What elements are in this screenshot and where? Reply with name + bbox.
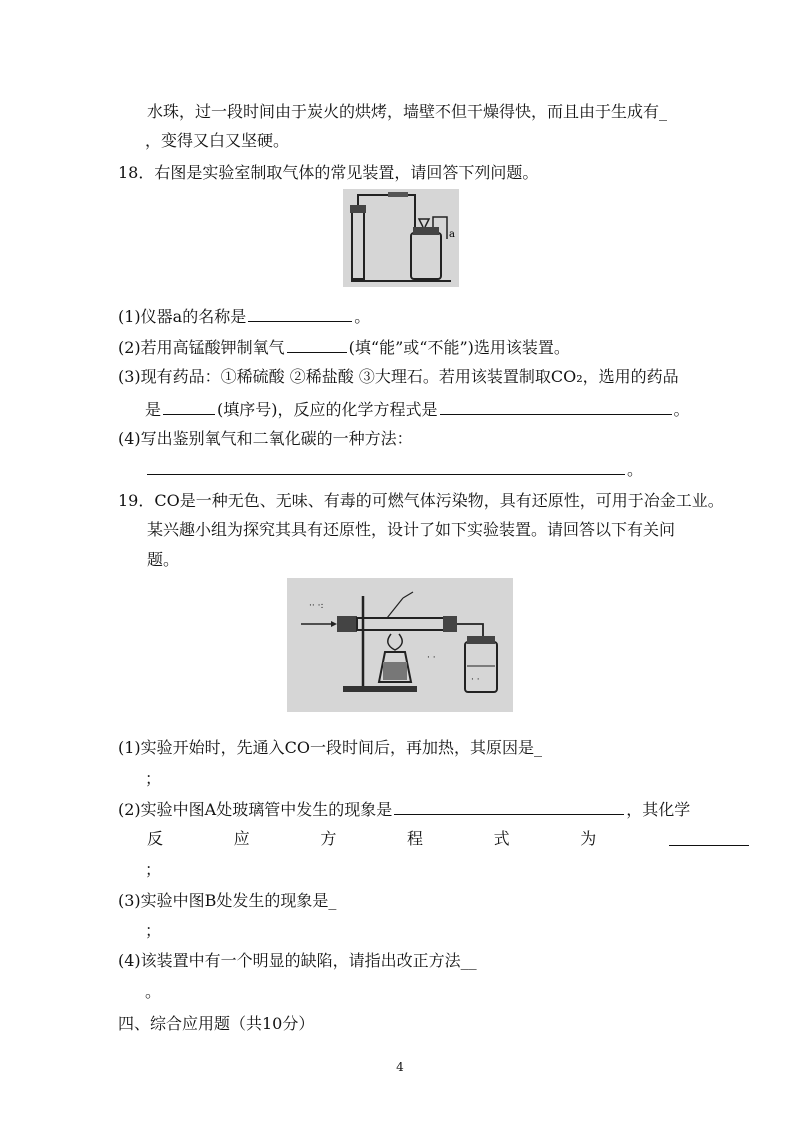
word-6: 为 xyxy=(580,829,597,848)
q18-part3-mid: (填序号)，反应的化学方程式是 xyxy=(217,400,438,419)
q19-part3-end: ； xyxy=(145,921,162,940)
q18-part4-answer xyxy=(145,458,643,480)
q18-part2-hint: (填“能”或“不能”)选用该装置。 xyxy=(348,338,570,357)
q18-part1-text: (1)仪器a的名称是 xyxy=(118,307,247,326)
q18-stem: 18．右图是实验室制取气体的常见装置，请回答下列问题。 xyxy=(118,163,539,182)
q19-part1: (1)实验开始时，先通入CO一段时间后，再加热，其原因是_ xyxy=(118,738,543,757)
continuation-line-2: ，变得又白又坚硬。 xyxy=(145,131,290,150)
q18-part4: (4)写出鉴别氧气和二氧化碳的一种方法： xyxy=(118,429,413,448)
word-2: 应 xyxy=(233,829,250,848)
q18-part3-blank-equation[interactable] xyxy=(440,398,672,415)
q19-stem-1: 19．CO是一种无色、无味、有毒的可燃气体污染物，具有还原性，可用于冶金工业。 xyxy=(118,491,724,510)
q19-stem-2: 某兴趣小组为探究其具有还原性，设计了如下实验装置。请回答以下有关问 xyxy=(147,520,676,539)
q18-part4-end: 。 xyxy=(627,460,644,479)
q18-part3-prefix: 是 xyxy=(145,400,162,419)
q18-apparatus-figure xyxy=(343,189,459,287)
q18-part2-text: (2)若用高锰酸钾制氧气 xyxy=(118,338,285,357)
q18-part3-answer xyxy=(145,398,690,420)
q19-part2-end: ； xyxy=(145,860,162,879)
page-number: 4 xyxy=(396,1060,404,1074)
q19-part3: (3)实验中图B处发生的现象是_ xyxy=(118,891,337,910)
q19-apparatus-figure xyxy=(287,578,513,712)
q18-part3: (3)现有药品：①稀硫酸 ②稀盐酸 ③大理石。若用该装置制取CO₂，选用的药品 xyxy=(118,367,679,386)
q18-part2 xyxy=(118,336,570,358)
svg-text:· ·: · · xyxy=(471,675,480,685)
q19-part4: (4)该装置中有一个明显的缺陷，请指出改正方法__ xyxy=(118,951,477,970)
q18-part3-end: 。 xyxy=(673,400,690,419)
word-3: 方 xyxy=(320,829,337,848)
label-a: a xyxy=(449,229,455,240)
continuation-line-1: 水珠，过一段时间由于炭火的烘烤，墙壁不但干燥得快，而且由于生成有_ xyxy=(147,102,668,121)
q18-part1 xyxy=(118,305,370,327)
q19-stem-3: 题。 xyxy=(147,550,180,569)
q19-part4-end: 。 xyxy=(145,982,162,1001)
q18-part1-blank[interactable] xyxy=(248,305,352,322)
word-4: 程 xyxy=(406,829,423,848)
svg-text:·· ·:: ·· ·: xyxy=(309,601,324,611)
section-4-heading: 四、综合应用题（共10分） xyxy=(118,1014,315,1033)
co-reduction-diagram xyxy=(287,578,513,712)
q19-part2 xyxy=(118,798,690,820)
q19-part1-end: ； xyxy=(145,769,162,788)
q18-part1-end: 。 xyxy=(354,307,371,326)
word-1: 反 xyxy=(147,829,164,848)
q19-part2-text: (2)实验中图A处玻璃管中发生的现象是 xyxy=(118,800,393,819)
svg-text:· ·: · · xyxy=(427,653,436,663)
q19-part2-spread-line xyxy=(147,829,751,849)
q18-part4-blank[interactable] xyxy=(147,458,625,475)
gas-generator-diagram xyxy=(343,189,459,287)
q18-part3-blank-drugs[interactable] xyxy=(163,398,215,415)
word-5: 式 xyxy=(493,829,510,848)
q19-part2-blank-equation[interactable] xyxy=(669,829,749,846)
q19-part2-tail: ，其化学 xyxy=(626,800,691,819)
q18-part2-blank[interactable] xyxy=(287,336,347,353)
q19-part2-blank-phenomenon[interactable] xyxy=(394,798,624,815)
